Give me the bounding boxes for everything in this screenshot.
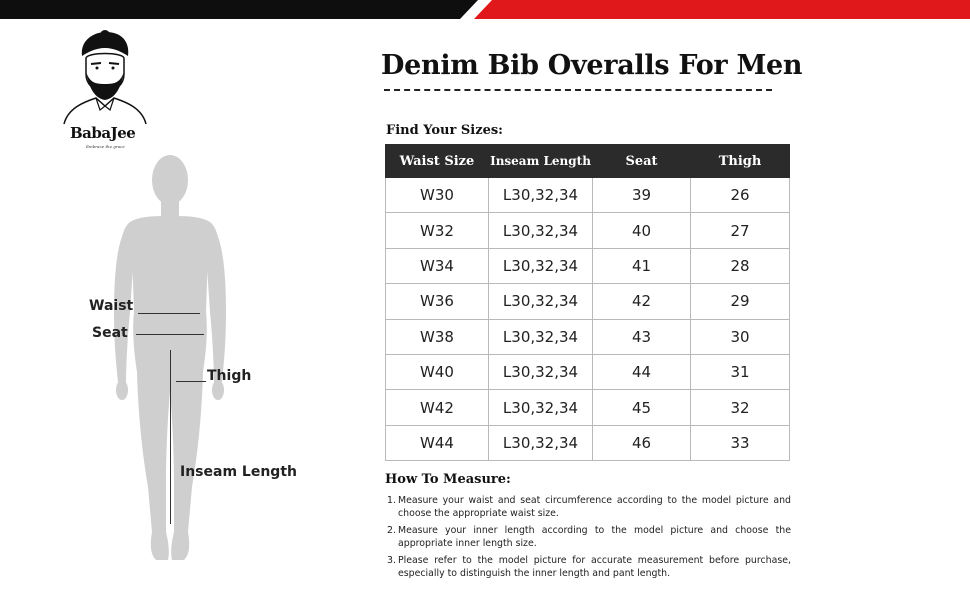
table-row	[386, 354, 790, 389]
seat-cell: 45	[593, 390, 691, 425]
table-row	[386, 284, 790, 319]
page-title: Denim Bib Overalls For Men	[381, 50, 803, 81]
seat-cell: 41	[593, 248, 691, 283]
table-row	[386, 213, 790, 248]
thigh-cell: 31	[691, 354, 790, 389]
size-chart-heading: Find Your Sizes:	[386, 123, 503, 138]
thigh-cell: 30	[691, 319, 790, 354]
step-text: Measure your waist and seat circumference according to the model picture and choose the appropriate waist size.	[398, 495, 791, 519]
thigh-cell: 28	[691, 248, 790, 283]
inseam-length-cell: L30,32,34	[489, 248, 593, 283]
header-waist-size: Waist Size	[386, 145, 489, 178]
how-to-measure-heading: How To Measure:	[385, 472, 511, 487]
brand-logo	[60, 28, 150, 156]
waist-size-cell: W40	[386, 354, 489, 389]
step-text: Measure your inner length according to the model picture and choose the appropriate inner length size.	[398, 525, 791, 549]
waist-size-cell: W30	[386, 178, 489, 213]
inseam-length-cell: L30,32,34	[489, 284, 593, 319]
header-seat: Seat	[593, 145, 691, 178]
turban-man-logo-icon	[60, 28, 150, 126]
table-row	[386, 319, 790, 354]
waist-size-cell: W32	[386, 213, 489, 248]
seat-cell: 39	[593, 178, 691, 213]
thigh-cell: 33	[691, 425, 790, 460]
seat-cell: 43	[593, 319, 691, 354]
inseam-length-cell: L30,32,34	[489, 213, 593, 248]
table-row	[386, 248, 790, 283]
seat-cell: 46	[593, 425, 691, 460]
inseam-marker-line	[170, 350, 171, 524]
title-divider	[384, 89, 772, 91]
seat-cell: 44	[593, 354, 691, 389]
step-number: 2.	[387, 525, 396, 536]
waist-size-cell: W44	[386, 425, 489, 460]
size-chart-table	[385, 144, 790, 461]
table-header-row	[386, 145, 790, 178]
waist-size-cell: W42	[386, 390, 489, 425]
waist-size-cell: W36	[386, 284, 489, 319]
seat-cell: 42	[593, 284, 691, 319]
list-item	[387, 554, 791, 580]
inseam-length-cell: L30,32,34	[489, 390, 593, 425]
seat-cell: 40	[593, 213, 691, 248]
list-item	[387, 494, 791, 520]
list-item	[387, 524, 791, 550]
seat-marker-line	[136, 334, 204, 335]
seat-label: Seat	[92, 325, 128, 341]
thigh-cell: 29	[691, 284, 790, 319]
brand-name: BabaJee	[70, 124, 136, 142]
inseam-length-cell: L30,32,34	[489, 319, 593, 354]
waist-label: Waist	[89, 298, 134, 314]
step-text: Please refer to the model picture for accurate measurement before purchase, especially to distinguish the inner length and pant length.	[398, 555, 791, 579]
thigh-cell: 27	[691, 213, 790, 248]
table-row	[386, 390, 790, 425]
thigh-cell: 32	[691, 390, 790, 425]
thigh-label: Thigh	[207, 368, 252, 384]
measurement-steps-list	[387, 494, 791, 584]
step-number: 1.	[387, 495, 396, 506]
thigh-cell: 26	[691, 178, 790, 213]
top-banner	[0, 0, 970, 19]
header-inseam-length: Inseam Length	[489, 145, 593, 178]
step-number: 3.	[387, 555, 396, 566]
header-thigh: Thigh	[691, 145, 790, 178]
waist-size-cell: W34	[386, 248, 489, 283]
table-row	[386, 425, 790, 460]
inseam-length-cell: L30,32,34	[489, 354, 593, 389]
waist-size-cell: W38	[386, 319, 489, 354]
waist-marker-line	[138, 313, 200, 314]
thigh-marker-line	[176, 381, 206, 382]
inseam-length-label: Inseam Length	[180, 464, 297, 480]
inseam-length-cell: L30,32,34	[489, 178, 593, 213]
table-row	[386, 178, 790, 213]
inseam-length-cell: L30,32,34	[489, 425, 593, 460]
brand-tagline: Embrace the grace	[86, 144, 125, 149]
